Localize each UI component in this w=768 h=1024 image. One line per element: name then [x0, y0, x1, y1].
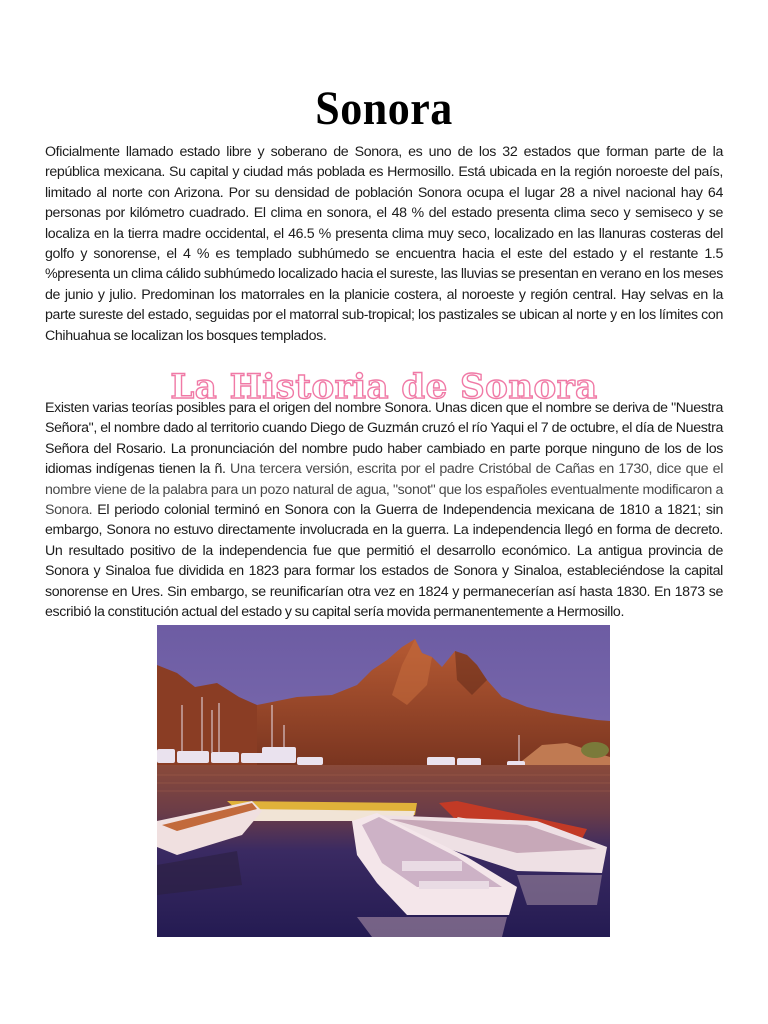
history-text-part-2: Una tercera versión, escrita por el padre Cristóbal de Cañas en 1730, dice que el nombre viene de la palabra para un pozo natural de agua, "sonot" que los españoles eventualmente modificaron a Sonora.	[45, 461, 723, 519]
history-paragraph	[45, 398, 723, 622]
history-text-part-3: El periodo colonial terminó en Sonora con la Guerra de Independencia mexicana de 1810 a 1821; sin embargo, Sonora no estuvo directamente involucrada en la guerra. La independencia llegó en forma de decreto. Un resultado positivo de la independencia fue que permitió el desarrollo económico. La antigua provincia de Sonora y Sinaloa fue dividida en 1823 para formar los estados de Sonora y Sinaloa, estableciéndose la capital sonorense en Ures. Sin embargo, se reunificarían otra vez en 1824 y permanecerían así hasta 1830. En 1873 se escribió la constitución actual del estado y su capital sería movida permanentemente a Hermosillo.	[45, 502, 723, 621]
harbor-photo-illustration	[157, 625, 610, 937]
page-title: Sonora	[315, 82, 453, 136]
history-text-part-1: Existen varias teorías posibles para el origen del nombre Sonora. Unas dicen que el nombre se deriva de "Nuestra Señora", el nombre dado al territorio cuando Diego de Guzmán cruzó el río Yaqui el 7 de octubre, el día de Nuestra Señora del Rosario. La pronunciación del nombre pudo haber cambiado en parte porque ninguno de los de los idiomas indígenas tienen la ñ.	[45, 400, 723, 478]
harbor-photo	[157, 625, 610, 937]
history-heading: La Historia de Sonora	[170, 367, 598, 408]
intro-paragraph: Oficialmente llamado estado libre y soberano de Sonora, es uno de los 32 estados que forman parte de la república mexicana. Su capital y ciudad más poblada es Hermosillo. Está ubicada en la región noroeste del país, limitado al norte con Arizona. Por su densidad de población Sonora ocupa el lugar 28 a nivel nacional hay 64 personas por kilómetro cuadrado. El clima en sonora, el 48 % del estado presenta clima seco y semiseco y se localiza en la tierra madre occidental, el 46.5 % presenta clima muy seco, localizado en las llanuras costeras del golfo y sonorense, el 4 % es templado subhúmedo se encuentra hacia el este del estado y el restante 1.5 %presenta un clima cálido subhúmedo localizado hacia el sureste, las lluvias se presentan en verano en los meses de junio y julio. Predominan los matorrales en la planicie costera, al noroeste y región central. Hay selvas en la parte sureste del estado, seguidas por el matorral sub-tropical; los pastizales se ubican al norte y en los límites con Chihuahua se localizan los bosques templados.	[45, 144, 723, 344]
